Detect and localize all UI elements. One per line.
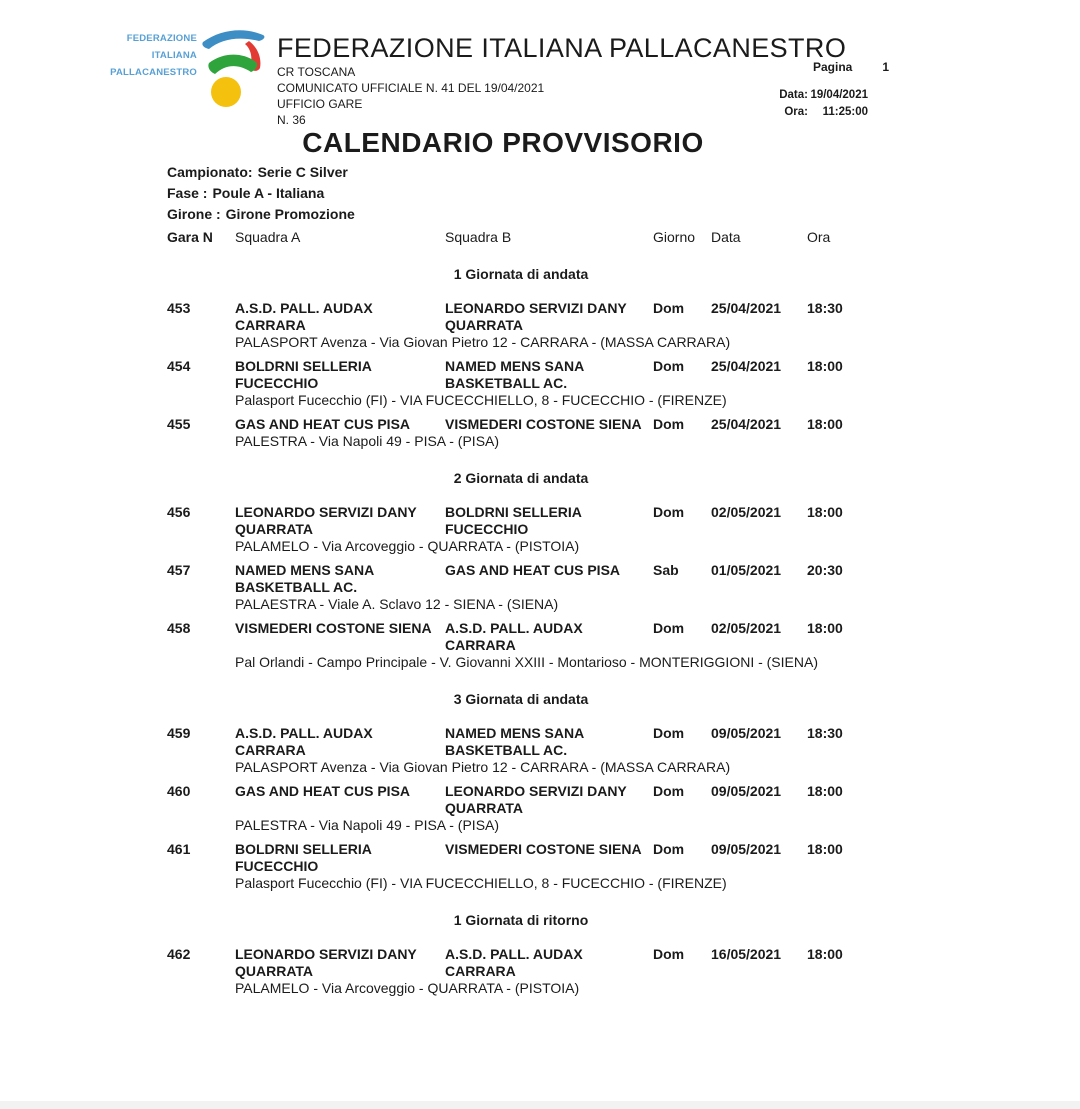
header-sub-line-1: CR TOSCANA <box>277 65 356 79</box>
game-time: 18:30 <box>807 300 843 316</box>
team-a: BOLDRNI SELLERIA FUCECCHIO <box>235 358 372 391</box>
giornata-games <box>167 504 875 671</box>
page-label: Pagina <box>813 60 853 74</box>
document-title: CALENDARIO PROVVISORIO <box>302 127 704 158</box>
game-day: Dom <box>653 300 685 316</box>
col-header-data: Data <box>711 229 741 245</box>
col-header-gara: Gara N <box>167 229 213 245</box>
game-time: 18:00 <box>807 416 843 432</box>
game-venue: PALAESTRA - Viale A. Sclavo 12 - SIENA - (SIENA) <box>235 596 559 612</box>
giornata-title: 1 Giornata di ritorno <box>453 912 589 928</box>
game-row <box>167 562 875 613</box>
giornata-section <box>167 470 875 671</box>
game-venue: Palasport Fucecchio (FI) - VIA FUCECCHIELLO, 8 - FUCECCHIO - (FIRENZE) <box>235 875 727 891</box>
team-b: NAMED MENS SANA BASKETBALL AC. <box>445 725 584 758</box>
game-number: 459 <box>167 725 191 741</box>
game-venue: PALASPORT Avenza - Via Giovan Pietro 12 - CARRARA - (MASSA CARRARA) <box>235 759 731 775</box>
game-main-line <box>167 725 875 759</box>
col-header-squadra-a: Squadra A <box>235 229 301 245</box>
team-a: BOLDRNI SELLERIA FUCECCHIO <box>235 841 372 874</box>
game-row <box>167 946 875 997</box>
print-date-value: 19/04/2021 <box>810 89 868 101</box>
scan-edge-strip <box>0 1101 1080 1109</box>
meta-campionato <box>167 162 875 183</box>
game-day: Dom <box>653 783 685 799</box>
game-day: Dom <box>653 416 685 432</box>
team-b: LEONARDO SERVIZI DANY QUARRATA <box>445 783 627 816</box>
game-date: 01/05/2021 <box>711 562 782 578</box>
giornata-games <box>167 725 875 892</box>
game-date: 09/05/2021 <box>711 725 782 741</box>
team-b: A.S.D. PALL. AUDAX CARRARA <box>445 620 583 653</box>
game-row <box>167 300 875 351</box>
fip-logo-text <box>105 30 197 81</box>
col-header-ora: Ora <box>807 229 831 245</box>
team-a: LEONARDO SERVIZI DANY QUARRATA <box>235 504 417 537</box>
giornata-section <box>167 691 875 892</box>
game-time: 18:00 <box>807 841 843 857</box>
game-venue: Pal Orlandi - Campo Principale - V. Giovanni XXIII - Montarioso - MONTERIGGIONI - (SIENA) <box>235 654 818 670</box>
game-day: Dom <box>653 725 685 741</box>
header-sub-line-2: COMUNICATO UFFICIALE N. 41 DEL 19/04/2021 <box>277 81 545 95</box>
giornata-title: 3 Giornata di andata <box>453 691 589 707</box>
team-b: NAMED MENS SANA BASKETBALL AC. <box>445 358 584 391</box>
giornata-section <box>167 266 875 450</box>
meta-campionato-label: Campionato: <box>167 164 253 180</box>
game-main-line <box>167 562 875 596</box>
game-main-line <box>167 504 875 538</box>
header-sub-line-3: UFFICIO GARE <box>277 97 363 111</box>
game-main-line <box>167 358 875 392</box>
game-number: 454 <box>167 358 191 374</box>
team-a: LEONARDO SERVIZI DANY QUARRATA <box>235 946 417 979</box>
col-header-giorno: Giorno <box>653 229 696 245</box>
team-a: VISMEDERI COSTONE SIENA <box>235 620 432 636</box>
game-venue: PALESTRA - Via Napoli 49 - PISA - (PISA) <box>235 433 500 449</box>
print-date-label: Data: <box>779 89 808 101</box>
col-header-squadra-b: Squadra B <box>445 229 512 245</box>
team-b: VISMEDERI COSTONE SIENA <box>445 841 642 857</box>
print-time-value: 11:25:00 <box>822 106 868 118</box>
game-venue: Palasport Fucecchio (FI) - VIA FUCECCHIELLO, 8 - FUCECCHIO - (FIRENZE) <box>235 392 727 408</box>
game-row <box>167 504 875 555</box>
game-time: 18:00 <box>807 946 843 962</box>
game-number: 455 <box>167 416 191 432</box>
calendar-content <box>167 162 875 1004</box>
team-b: GAS AND HEAT CUS PISA <box>445 562 621 578</box>
team-b: BOLDRNI SELLERIA FUCECCHIO <box>445 504 582 537</box>
giornata-title: 1 Giornata di andata <box>453 266 589 282</box>
team-a: GAS AND HEAT CUS PISA <box>235 783 411 799</box>
game-day: Dom <box>653 358 685 374</box>
game-venue: PALAMELO - Via Arcoveggio - QUARRATA - (PISTOIA) <box>235 538 580 554</box>
game-number: 456 <box>167 504 191 520</box>
team-b: VISMEDERI COSTONE SIENA <box>445 416 642 432</box>
game-number: 453 <box>167 300 191 316</box>
game-main-line <box>167 620 875 654</box>
game-main-line <box>167 841 875 875</box>
giornata-games <box>167 946 875 997</box>
logo-line-1: FEDERAZIONE <box>126 33 197 44</box>
game-number: 457 <box>167 562 191 578</box>
table-header-row <box>167 229 875 246</box>
header-sub-lines <box>277 64 544 128</box>
game-number: 460 <box>167 783 191 799</box>
game-number: 462 <box>167 946 191 962</box>
federation-title: FEDERAZIONE ITALIANA PALLACANESTRO <box>277 33 847 63</box>
meta-fase <box>167 183 875 204</box>
game-day: Dom <box>653 504 685 520</box>
game-time: 18:00 <box>807 504 843 520</box>
game-date: 09/05/2021 <box>711 783 782 799</box>
game-row <box>167 620 875 671</box>
game-time: 18:00 <box>807 358 843 374</box>
sections <box>167 266 875 997</box>
logo-line-2: ITALIANA <box>151 50 197 61</box>
game-row <box>167 841 875 892</box>
game-day: Dom <box>653 841 685 857</box>
game-time: 18:00 <box>807 620 843 636</box>
meta-girone-value: Girone Promozione <box>225 206 355 222</box>
game-date: 25/04/2021 <box>711 416 782 432</box>
game-day: Sab <box>653 562 679 578</box>
team-b: LEONARDO SERVIZI DANY QUARRATA <box>445 300 627 333</box>
page-number: 1 <box>882 60 890 74</box>
giornata-section <box>167 912 875 997</box>
game-row <box>167 358 875 409</box>
meta-fase-value: Poule A - Italiana <box>212 185 325 201</box>
print-time-label: Ora: <box>784 106 808 118</box>
game-date: 25/04/2021 <box>711 300 782 316</box>
meta-campionato-value: Serie C Silver <box>257 164 348 180</box>
game-venue: PALASPORT Avenza - Via Giovan Pietro 12 - CARRARA - (MASSA CARRARA) <box>235 334 731 350</box>
print-date <box>740 89 868 101</box>
game-main-line <box>167 416 875 433</box>
team-b: A.S.D. PALL. AUDAX CARRARA <box>445 946 583 979</box>
giornata-title: 2 Giornata di andata <box>453 470 589 486</box>
game-date: 25/04/2021 <box>711 358 782 374</box>
giornata-games <box>167 300 875 450</box>
game-venue: PALESTRA - Via Napoli 49 - PISA - (PISA) <box>235 817 500 833</box>
game-venue: PALAMELO - Via Arcoveggio - QUARRATA - (PISTOIA) <box>235 980 580 996</box>
team-a: A.S.D. PALL. AUDAX CARRARA <box>235 725 373 758</box>
meta-girone-label: Girone : <box>167 206 221 222</box>
game-time: 20:30 <box>807 562 843 578</box>
game-date: 16/05/2021 <box>711 946 782 962</box>
header-sub-line-4: N. 36 <box>277 113 306 127</box>
game-date: 09/05/2021 <box>711 841 782 857</box>
meta-fase-label: Fase : <box>167 185 208 201</box>
game-row <box>167 725 875 776</box>
game-time: 18:30 <box>807 725 843 741</box>
game-day: Dom <box>653 620 685 636</box>
fip-logo-icon <box>199 26 267 116</box>
team-a: A.S.D. PALL. AUDAX CARRARA <box>235 300 373 333</box>
game-row <box>167 416 875 450</box>
game-time: 18:00 <box>807 783 843 799</box>
meta-girone <box>167 204 875 225</box>
game-date: 02/05/2021 <box>711 504 782 520</box>
game-day: Dom <box>653 946 685 962</box>
print-time <box>740 106 868 118</box>
game-row <box>167 783 875 834</box>
game-number: 461 <box>167 841 191 857</box>
game-date: 02/05/2021 <box>711 620 782 636</box>
page-indicator <box>813 60 889 74</box>
game-number: 458 <box>167 620 191 636</box>
game-main-line <box>167 783 875 817</box>
team-a: GAS AND HEAT CUS PISA <box>235 416 411 432</box>
team-a: NAMED MENS SANA BASKETBALL AC. <box>235 562 374 595</box>
logo-line-3: PALLACANESTRO <box>110 67 197 78</box>
game-main-line <box>167 300 875 334</box>
game-main-line <box>167 946 875 980</box>
